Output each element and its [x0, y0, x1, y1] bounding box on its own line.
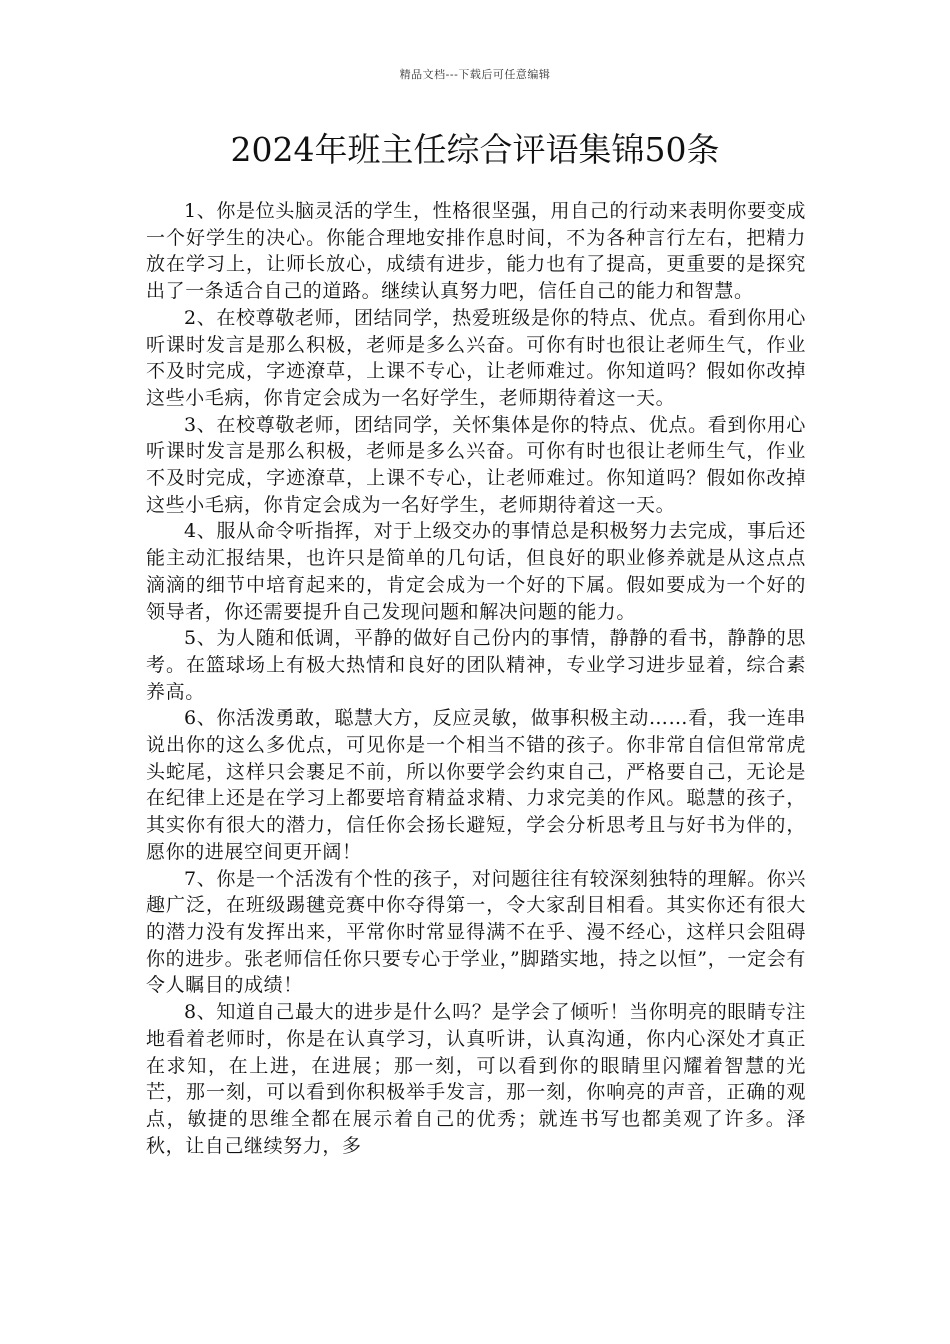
header-note: 精品文档---下载后可任意编辑 [399, 68, 551, 81]
comment-paragraph-8: 8、知道自己最大的进步是什么吗？是学会了倾听！当你明亮的眼睛专注地看着老师时，你是在认真学习，认真听讲，认真沟通，你内心深处才真正在求知，在上进，在进展；那一刻，可以看到你的眼睛里闪耀着智慧的光芒，那一刻，可以看到你积极举手发言，那一刻，你响亮的声音，正确的观点，敏捷的思维全都在展示着自己的优秀；就连书写也都美观了许多。泽秋，让自己继续努力，多 [146, 1001, 806, 1157]
document-title: 2024年班主任综合评语集锦50条 [230, 130, 720, 169]
comment-paragraph-5: 5、为人随和低调，平静的做好自己份内的事情，静静的看书，静静的思考。在篮球场上有极大热情和良好的团队精神，专业学习进步显着，综合素养高。 [146, 627, 806, 703]
comment-paragraph-3: 3、在校尊敬老师，团结同学，关怀集体是你的特点、优点。看到你用心听课时发言是那么积极，老师是多么兴奋。可你有时也很让老师生气，作业不及时完成，字迹潦草，上课不专心，让老师难过。你知道吗？假如你改掉这些小毛病，你肯定会成为一名好学生，老师期待着这一天。 [146, 413, 806, 516]
comment-paragraph-7: 7、你是一个活泼有个性的孩子，对问题往往有较深刻独特的理解。你兴趣广泛，在班级踢毽竞赛中你夺得第一，令大家刮目相看。其实你还有很大的潜力没有发挥出来，平常你时常显得满不在乎、漫不经心，这样只会阻碍你的进步。张老师信任你只要专心于学业，”脚踏实地，持之以恒”，一定会有令人瞩目的成绩！ [146, 867, 806, 997]
comment-paragraph-4: 4、服从命令听指挥，对于上级交办的事情总是积极努力去完成，事后还能主动汇报结果，也许只是简单的几句话，但良好的职业修养就是从这点点滴滴的细节中培育起来的，肯定会成为一个好的下属。假如要成为一个好的领导者，你还需要提升自己发现问题和解决问题的能力。 [146, 520, 806, 623]
comment-paragraph-6: 6、你活泼勇敢，聪慧大方，反应灵敏，做事积极主动……看，我一连串说出你的这么多优点，可见你是一个相当不错的孩子。你非常自信但常常虎头蛇尾，这样只会裹足不前，所以你要学会约束自己，严格要自己，无论是在纪律上还是在学习上都要培育精益求精、力求完美的作风。聪慧的孩子，其实你有很大的潜力，信任你会扬长避短，学会分析思考且与好书为伴的，愿你的进展空间更开阔！ [146, 707, 806, 863]
document-body [146, 198, 806, 1159]
comment-paragraph-1: 1、你是位头脑灵活的学生，性格很坚强，用自己的行动来表明你要变成一个好学生的决心。你能合理地安排作息时间，不为各种言行左右，把精力放在学习上，让师长放心，成绩有进步，能力也有了提高，更重要的是探究出了一条适合自己的道路。继续认真努力吧，信任自己的能力和智慧。 [146, 200, 806, 303]
comment-paragraph-2: 2、在校尊敬老师，团结同学，热爱班级是你的特点、优点。看到你用心听课时发言是那么积极，老师是多么兴奋。可你有时也很让老师生气，作业不及时完成，字迹潦草，上课不专心，让老师难过。你知道吗？假如你改掉这些小毛病，你肯定会成为一名好学生，老师期待着这一天。 [146, 306, 806, 409]
